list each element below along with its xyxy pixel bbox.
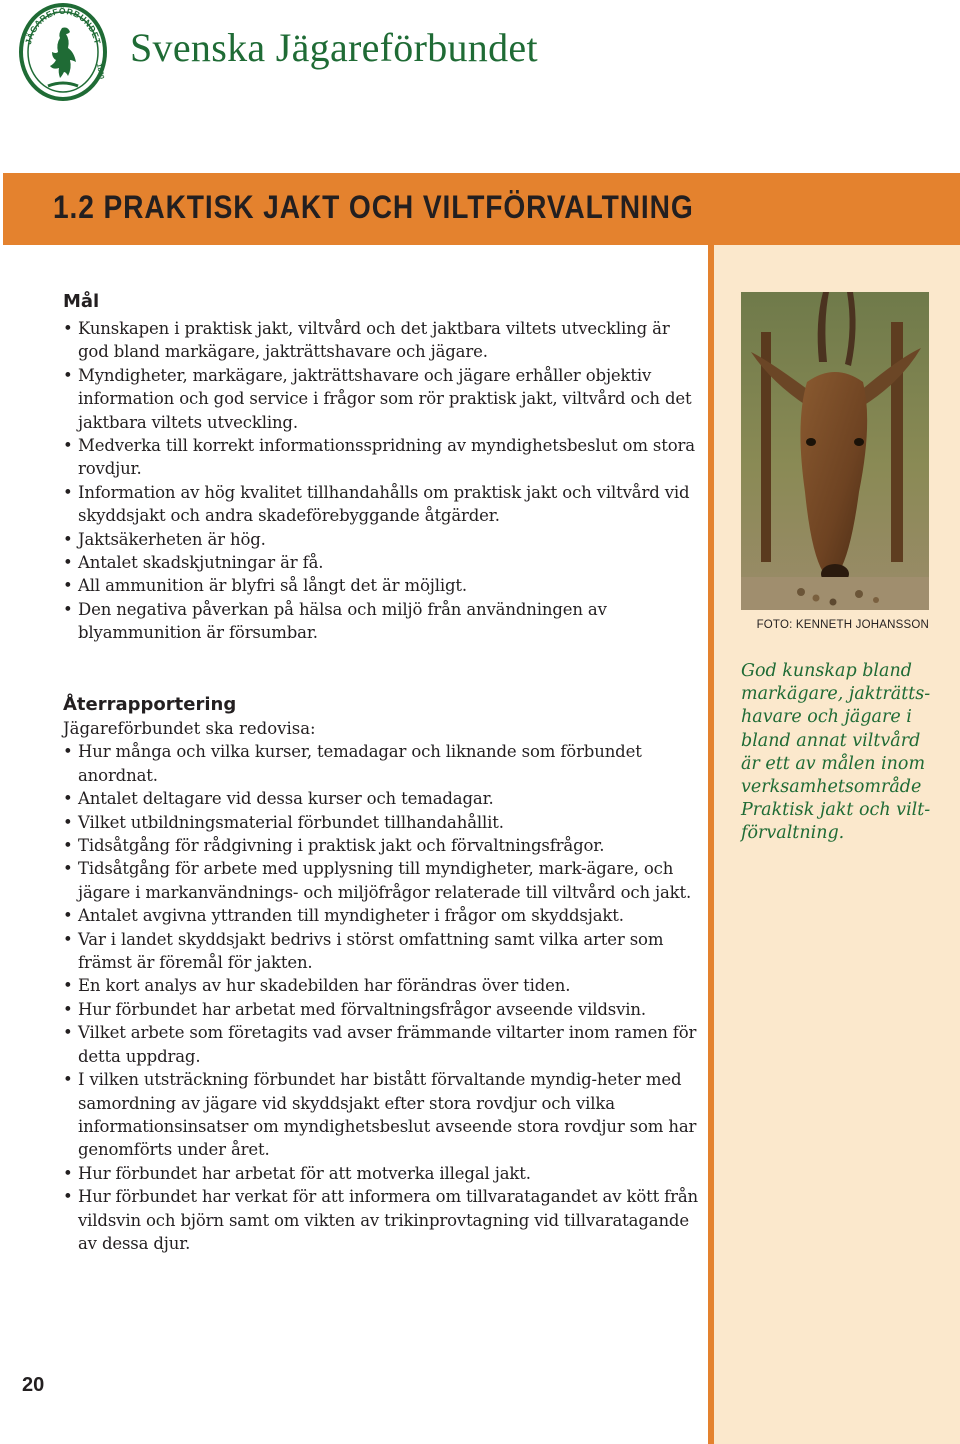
page-number: 20 bbox=[22, 1374, 45, 1396]
sidebar-quote: God kunskap bland markägare, jakträtts-havare och jägare i bland annat viltvård är ett av målen inom verksamhetsområde Praktisk jakt och vilt-förvaltning. bbox=[741, 661, 931, 844]
list-item: • Hur förbundet har arbetat med förvaltningsfrågor avseende vildsvin. bbox=[63, 998, 703, 1021]
list-item: • All ammunition är blyfri så långt det är möjligt. bbox=[63, 574, 703, 597]
reporting-section bbox=[63, 693, 703, 1255]
list-item: • Tidsåtgång för rådgivning i praktisk jakt och förvaltningsfrågor. bbox=[63, 834, 703, 857]
title-band bbox=[3, 173, 960, 245]
svg-text:1830: 1830 bbox=[95, 63, 105, 80]
list-item: • Myndigheter, markägare, jakträttshavare och jägare erhåller objektiv information och god service i frågor som rör praktisk jakt, viltvård och det jaktbara viltets utveckling. bbox=[63, 364, 703, 434]
list-item: • Kunskapen i praktisk jakt, viltvård och det jaktbara viltets utveckling är god bland markägare, jakträttshavare och jägare. bbox=[63, 317, 703, 364]
list-item: • Hur förbundet har arbetat för att motverka illegal jakt. bbox=[63, 1162, 703, 1185]
page-title: 1.2 PRAKTISK JAKT OCH VILTFÖRVALTNING bbox=[53, 189, 694, 225]
organization-name: Svenska Jägareförbundet bbox=[130, 25, 538, 70]
list-item: • Vilket arbete som företagits vad avser främmande viltarter inom ramen för detta uppdrag. bbox=[63, 1021, 703, 1068]
list-item: • Antalet skadskjutningar är få. bbox=[63, 551, 703, 574]
reporting-list bbox=[63, 740, 703, 1255]
list-item: • En kort analys av hur skadebilden har förändras över tiden. bbox=[63, 974, 703, 997]
goals-list bbox=[63, 317, 703, 645]
photo-credit: FOTO: KENNETH JOHANSSON bbox=[756, 619, 929, 631]
svg-text:JÄGAREFÖRBUNDET: JÄGAREFÖRBUNDET bbox=[23, 5, 103, 46]
list-item: • Antalet deltagare vid dessa kurser och temadagar. bbox=[63, 787, 703, 810]
list-item: • I vilken utsträckning förbundet har bistått förvaltande myndig-heter med samordning av jägare vid skyddsjakt efter stora rovdjur och vilka informationsinsatser om myndighetsbeslut avseende stora rovdjur som har genomförts under året. bbox=[63, 1068, 703, 1162]
reporting-lead: Jägareförbundet ska redovisa: bbox=[63, 719, 316, 738]
list-item: • Jaktsäkerheten är hög. bbox=[63, 528, 703, 551]
goals-heading: Mål bbox=[63, 291, 100, 312]
list-item: • Var i landet skyddsjakt bedrivs i störst omfattning samt vilka arter som främst är föremål för jakten. bbox=[63, 928, 703, 975]
list-item: • Information av hög kvalitet tillhandahålls om praktisk jakt och viltvård vid skyddsjakt och andra skadeförebyggande åtgärder. bbox=[63, 481, 703, 528]
list-item: • Hur många och vilka kurser, temadagar och liknande som förbundet anordnat. bbox=[63, 740, 703, 787]
deer-photo bbox=[741, 292, 929, 610]
list-item: • Den negativa påverkan på hälsa och miljö från användningen av blyammunition är försumbar. bbox=[63, 598, 703, 645]
list-item: • Antalet avgivna yttranden till myndigheter i frågor om skyddsjakt. bbox=[63, 904, 703, 927]
list-item: • Vilket utbildningsmaterial förbundet tillhandahållit. bbox=[63, 811, 703, 834]
reporting-heading: Återrapportering bbox=[63, 694, 237, 715]
jagareforbundet-logo bbox=[18, 2, 108, 102]
goals-section bbox=[63, 290, 703, 645]
list-item: • Medverka till korrekt informationsspridning av myndighetsbeslut om stora rovdjur. bbox=[63, 434, 703, 481]
list-item: • Hur förbundet har verkat för att informera om tillvaratagandet av kött från vildsvin och björn samt om vikten av trikinprovtagning vid tillvaratagande av dessa djur. bbox=[63, 1185, 703, 1255]
list-item: • Tidsåtgång för arbete med upplysning till myndigheter, mark-ägare, och jägare i markanvändnings- och miljöfrågor relaterade till viltvård och jakt. bbox=[63, 857, 703, 904]
